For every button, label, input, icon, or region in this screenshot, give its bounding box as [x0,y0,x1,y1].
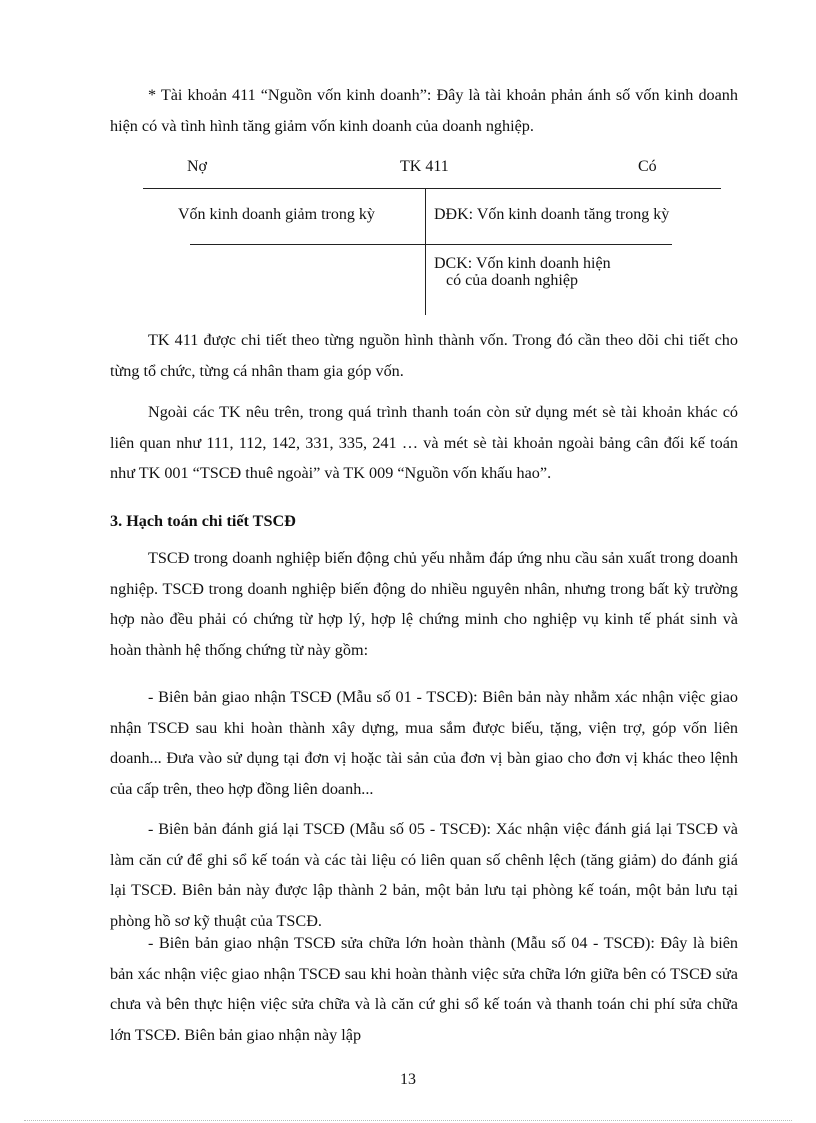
t-account-divider [425,188,426,315]
t-account-middle-line [190,244,672,245]
page-number: 13 [400,1071,416,1088]
t-account-top-line [143,188,721,189]
debit-label: Nợ [187,158,208,175]
paragraph-repair-record: - Biên bản giao nhận TSCĐ sửa chữa lớn hoàn thành (Mẫu số 04 - TSCĐ): Đây là biên bản xác nhận việc giao nhận TSCĐ sau khi hoàn thành việc sửa chữa lớn giữa bên có TSCĐ sửa chưa và bên thực hiện việc sửa chữa và là căn cứ ghi sổ kế toán và thanh toán chi phí sửa chữa lớn TSCĐ. Biên bản giao nhận này lập [110,934,738,1044]
paragraph-tscd-changes: TSCĐ trong doanh nghiệp biến động chủ yếu nhằm đáp ứng nhu cầu sản xuất trong doanh nghiệp. TSCĐ trong doanh nghiệp biến động do nhiều nguyên nhân, nhưng trong bất kỳ trường hợp nào đều phải có chứng từ hợp lý, hợp lệ chứng minh cho nghiệp vụ kinh tế phát sinh và hoàn thành hệ thống chứng từ này gồm: [110,549,738,659]
credit-label: Có [638,158,657,175]
page-bottom-border [24,1120,792,1121]
paragraph-revaluation-record: - Biên bản đánh giá lại TSCĐ (Mẫu số 05 - TSCĐ): Xác nhận việc đánh giá lại TSCĐ và làm căn cứ để ghi sổ kế toán và các tài liệu có liên quan số chênh lệch (tăng giảm) do đánh giá lại TSCĐ. Biên bản này được lập thành 2 bản, một bản lưu tại phòng kế toán, một bản lưu tại phòng hồ sơ kỹ thuật của TSCĐ. [110,820,738,930]
intro-paragraph: * Tài khoản 411 “Nguồn vốn kinh doanh”: Đây là tài khoản phản ánh số vốn kinh doanh hiện có và tình hình tăng giảm vốn kinh doanh của doanh nghiệp. [110,86,738,135]
paragraph-handover-record: - Biên bản giao nhận TSCĐ (Mẫu số 01 - TSCĐ): Biên bản này nhằm xác nhận việc giao nhận TSCĐ sau khi hoàn thành xây dựng, mua sắm được biếu, tặng, viện trợ, góp vốn liên doanh... Đưa vào sử dụng tại đơn vị hoặc tài sản của đơn vị bàn giao cho đơn vị khác theo lệnh của cấp trên, theo hợp đồng liên doanh... [110,688,738,798]
credit-entry-closing-line2: có của doanh nghiệp [446,272,578,289]
paragraph-other-accounts: Ngoài các TK nêu trên, trong quá trình thanh toán còn sử dụng mét sè tài khoản khác có liên quan như 111, 112, 142, 331, 335, 241 … và mét sè tài khoản ngoài bảng cân đối kế toán như TK 001 “TSCĐ thuê ngoài” và TK 009 “Nguồn vốn khấu hao”. [110,403,738,482]
debit-entry: Vốn kinh doanh giảm trong kỳ [178,206,375,223]
paragraph-tk411-detail: TK 411 được chi tiết theo từng nguồn hình thành vốn. Trong đó cần theo dõi chi tiết cho từng tổ chức, từng cá nhân tham gia góp vốn. [110,331,738,380]
credit-entry-closing-line1: DCK: Vốn kinh doanh hiện [434,255,611,272]
section-heading: 3. Hạch toán chi tiết TSCĐ [110,512,296,530]
account-label: TK 411 [400,158,449,175]
credit-entry-opening: DĐK: Vốn kinh doanh tăng trong kỳ [434,206,670,223]
